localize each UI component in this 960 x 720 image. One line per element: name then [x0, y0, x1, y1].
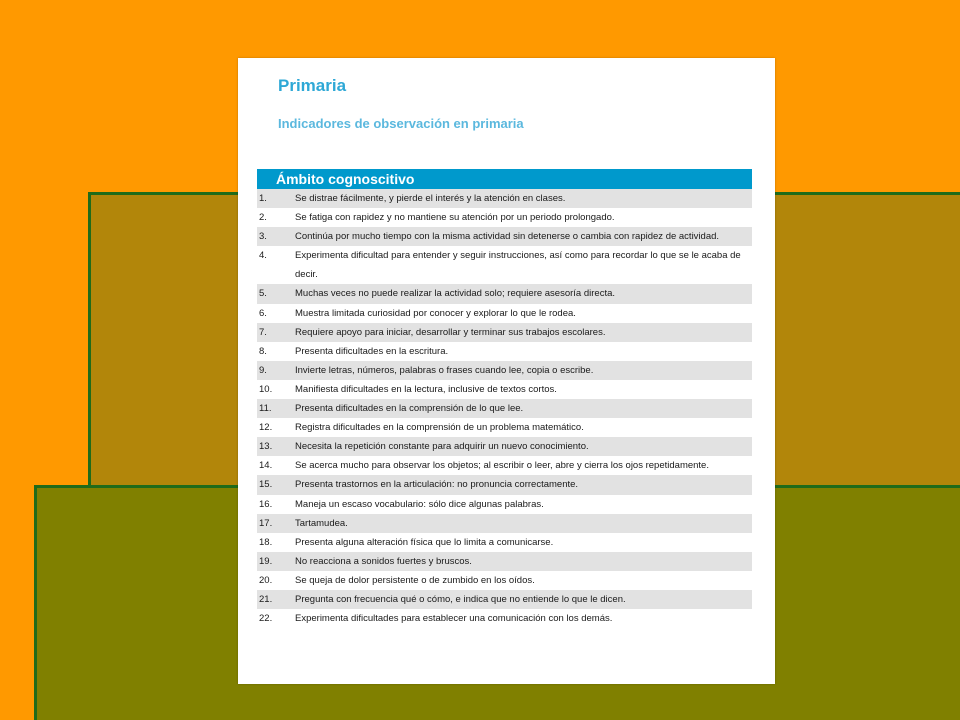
list-item-text: No reacciona a sonidos fuertes y bruscos.: [295, 555, 472, 567]
list-item-text: Muestra limitada curiosidad por conocer y explorar lo que le rodea.: [295, 307, 576, 319]
list-item: [257, 399, 752, 418]
list-item: [257, 342, 752, 361]
list-item-number: 12.: [259, 422, 273, 434]
list-item-number: 20.: [259, 574, 273, 586]
list-item-text: Se fatiga con rapidez y no mantiene su atención por un periodo prolongado.: [295, 212, 615, 224]
list-item-text: Registra dificultades en la comprensión de un problema matemático.: [295, 422, 584, 434]
list-item: [257, 361, 752, 380]
list-item: [257, 189, 752, 208]
list-item: [257, 323, 752, 342]
list-item: [257, 514, 752, 533]
list-item-number: 10.: [259, 383, 273, 395]
list-item-number: 14.: [259, 460, 273, 472]
list-item-text: Maneja un escaso vocabulario: sólo dice algunas palabras.: [295, 498, 544, 510]
list-item: [257, 246, 752, 284]
list-item: [257, 418, 752, 437]
list-item: [257, 437, 752, 456]
list-item-number: 13.: [259, 441, 273, 453]
list-item: [257, 475, 752, 494]
list-item-text: Manifiesta dificultades en la lectura, inclusive de textos cortos.: [295, 383, 557, 395]
list-item-number: 4.: [259, 250, 267, 262]
list-item-text: Necesita la repetición constante para adquirir un nuevo conocimiento.: [295, 441, 589, 453]
list-item-number: 9.: [259, 364, 267, 376]
list-item: [257, 552, 752, 571]
list-item-text: Experimenta dificultad para entender y seguir instrucciones, así como para recordar lo que se le acaba de decir.: [295, 250, 741, 281]
document-subtitle: Indicadores de observación en primaria: [278, 116, 524, 131]
list-item-number: 5.: [259, 288, 267, 300]
list-item-text: Presenta dificultades en la comprensión de lo que lee.: [295, 403, 524, 415]
list-item-text: Se queja de dolor persistente o de zumbido en los oídos.: [295, 574, 535, 586]
list-item-number: 1.: [259, 193, 267, 204]
list-item-number: 8.: [259, 345, 267, 357]
list-item-text: Presenta dificultades en la escritura.: [295, 345, 449, 357]
list-item-text: Presenta trastornos en la articulación: no pronuncia correctamente.: [295, 479, 579, 491]
list-item: [257, 284, 752, 303]
list-item-number: 6.: [259, 307, 267, 319]
document-title: Primaria: [278, 76, 347, 95]
list-item-number: 21.: [259, 593, 273, 605]
document-image: [238, 58, 775, 684]
list-item-number: 19.: [259, 555, 273, 567]
list-item: [257, 227, 752, 246]
list-item-text: Invierte letras, números, palabras o frases cuando lee, copia o escribe.: [295, 364, 594, 376]
list-item: [257, 590, 752, 609]
list-item-text: Presenta alguna alteración física que lo limita a comunicarse.: [295, 536, 554, 548]
list-item-text: Requiere apoyo para iniciar, desarrollar y terminar sus trabajos escolares.: [295, 326, 606, 338]
list-item: [257, 304, 752, 323]
list-item: [257, 380, 752, 399]
list-item-number: 16.: [259, 498, 273, 510]
list-item-number: 7.: [259, 326, 267, 338]
list-item: [257, 495, 752, 514]
list-item: [257, 456, 752, 475]
list-item-text: Tartamudea.: [295, 517, 348, 529]
list-item: [257, 571, 752, 590]
list-item-number: 15.: [259, 479, 273, 491]
list-item-number: 3.: [259, 231, 267, 243]
list-item-text: Pregunta con frecuencia qué o cómo, e indica que no entiende lo que le dicen.: [295, 593, 626, 605]
list-item-text: Se acerca mucho para observar los objetos; al escribir o leer, abre y cierra los ojos repetidamente.: [295, 460, 709, 472]
list-item-text: Continúa por mucho tiempo con la misma actividad sin detenerse o cambia con rapidez de actividad.: [295, 231, 720, 243]
list-item-number: 22.: [259, 613, 273, 625]
list-item: [257, 533, 752, 552]
list-item-text: Experimenta dificultades para establecer una comunicación con los demás.: [295, 613, 613, 625]
list-item: [257, 208, 752, 227]
indicator-list: [257, 189, 752, 628]
list-item-number: 18.: [259, 536, 273, 548]
list-item: [257, 609, 752, 628]
list-item-number: 11.: [259, 403, 272, 415]
section-header: Ámbito cognoscitivo: [257, 169, 752, 189]
list-item-number: 2.: [259, 212, 267, 224]
list-item-text: Muchas veces no puede realizar la actividad solo; requiere asesoría directa.: [295, 288, 616, 300]
list-item-number: 17.: [259, 517, 273, 529]
list-item-text: Se distrae fácilmente, y pierde el interés y la atención en clases.: [295, 193, 566, 204]
